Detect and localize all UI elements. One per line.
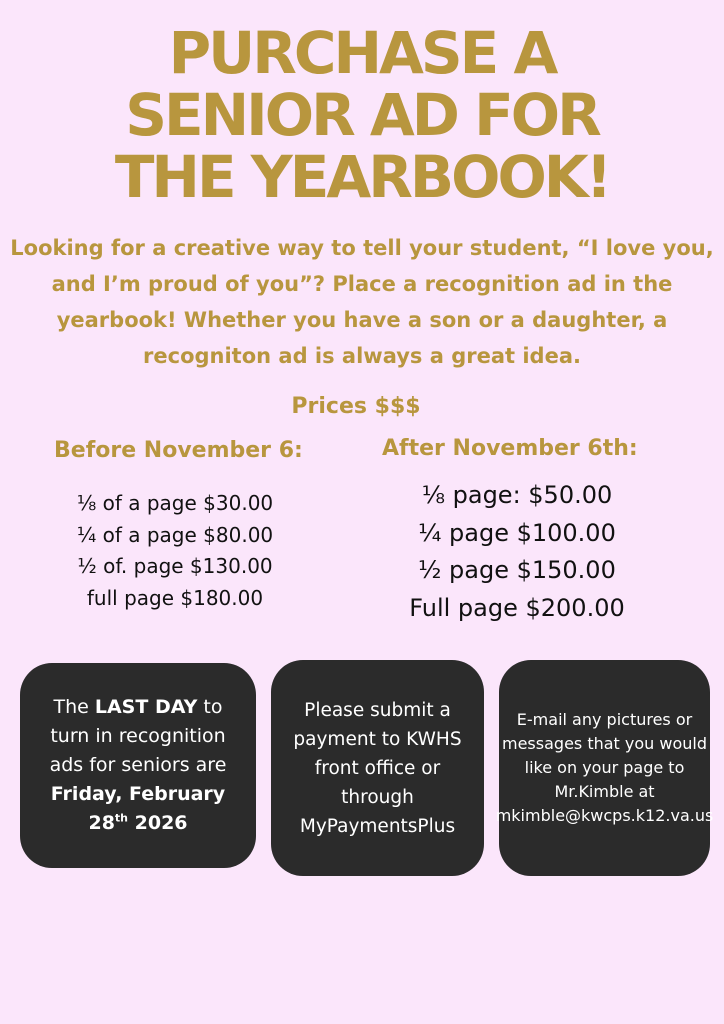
title-line-2: SENIOR AD FOR <box>125 81 599 149</box>
after-price-item: ⅛ page: $50.00 <box>421 481 613 509</box>
deadline-text <box>42 693 234 838</box>
after-heading: After November 6th: <box>382 436 638 461</box>
title-line-3: THE YEARBOOK! <box>114 143 610 211</box>
before-price-list <box>50 488 300 614</box>
deadline-year: 2026 <box>128 812 188 834</box>
deadline-box <box>20 663 256 868</box>
page-title <box>0 19 724 211</box>
title-line-1: PURCHASE A <box>168 19 556 87</box>
after-price-list <box>392 477 642 627</box>
before-price-item: ½ of. page $130.00 <box>77 554 273 578</box>
after-price-item: ¼ page $100.00 <box>418 518 616 547</box>
deadline-text-1: The <box>53 696 95 718</box>
date-superscript: th <box>114 811 129 825</box>
deadline-text-2: to turn in recognition ads for seniors are <box>49 696 227 776</box>
payment-text: Please submit a payment to KWHS front office or through MyPaymentsPlus <box>293 699 462 837</box>
intro-paragraph: Looking for a creative way to tell your student, “I love you, and I’m proud of you”? Place a recognition ad in the yearbook! Whether you have a son or a daughter, a recogniton ad is always a great idea. <box>10 236 714 368</box>
before-price-item: full page $180.00 <box>86 585 264 610</box>
last-day-emphasis: LAST DAY <box>94 696 198 718</box>
before-price-item: ⅛ of a page $30.00 <box>76 491 274 515</box>
after-price-item: Full page $200.00 <box>409 593 625 622</box>
prices-heading: Prices $$$ <box>291 394 421 419</box>
email-text: E-mail any pictures or messages that you would like on your page to Mr.Kimble at mkimble@kwcps.k12.va.us <box>495 710 714 825</box>
before-price-item: ¼ of a page $80.00 <box>76 522 274 547</box>
email-box <box>495 660 714 876</box>
before-heading: Before November 6: <box>54 438 303 463</box>
deadline-date: Friday, February 28 <box>50 783 226 834</box>
payment-box <box>271 660 484 876</box>
after-price-item: ½ page $150.00 <box>418 556 616 584</box>
